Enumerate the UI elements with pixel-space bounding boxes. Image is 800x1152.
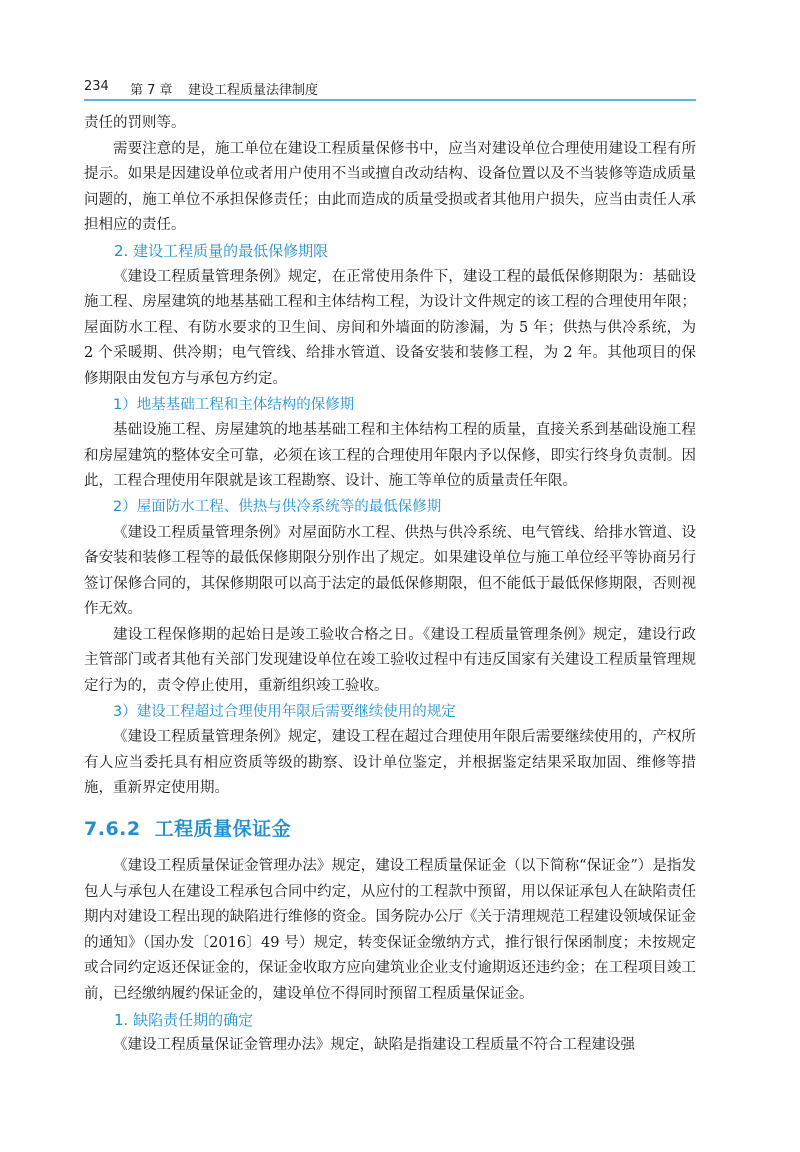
- section-number: 7.6.2: [84, 818, 141, 841]
- section-title: 工程质量保证金: [154, 818, 292, 841]
- sub-subheading: 1）地基基础工程和主体结构的保修期: [113, 396, 355, 413]
- paragraph: 需要注意的是，施工单位在建设工程质量保修书中，应当对建设单位合理使用建设工程有所提示。如果是因建设单位或者用户使用不当或擅自改动结构、设备位置以及不当装修等造成质量问题的，施工单位不承担保修责任；由此而造成的质量受损或者其他用户损失，应当由责任人承担相应的责任。: [84, 140, 696, 234]
- paragraph: 责任的罚则等。: [84, 115, 186, 131]
- section-heading: [84, 814, 696, 844]
- paragraph: 《建设工程质量保证金管理办法》规定，建设工程质量保证金（以下简称“保证金”）是指发包人与承包人在建设工程承包合同中约定，从应付的工程款中预留，用以保证承包人在缺陷责任期内对建设工程出现的缺陷进行维修的资金。国务院办公厅《关于清理规范工程建设领域保证金的通知》（国办发〔2016〕49 号）规定，转变保证金缴纳方式，推行银行保函制度；未按规定或合同约定返还保证金的，保证金收取方应向建筑业企业支付逾期返还违约金；在工程项目竣工前，已经缴纳履约保证金的，建设单位不得同时预留工程质量保证金。: [84, 858, 696, 1002]
- paragraph: 《建设工程质量保证金管理办法》规定，缺陷是指建设工程质量不符合工程建设强: [113, 1037, 635, 1054]
- paragraph: 《建设工程质量管理条例》规定，在正常使用条件下，建设工程的最低保修期限为：基础设施工程、房屋建筑的地基基础工程和主体结构工程，为设计文件规定的该工程的合理使用年限；屋面防水工程、有防水要求的卫生间、房间和外墙面的防渗漏，为 5 年；供热与供冷系统，为 2 个采暖期、供冷期；电气管线、给排水管道、设备安装和装修工程，为 2 年。其他项目的保修期限由发包方与承包方约定。: [84, 268, 696, 387]
- sub-subheading: 2）屋面防水工程、供热与供冷系统等的最低保修期: [113, 498, 442, 515]
- chapter-title: 建设工程质量法律制度: [188, 83, 319, 98]
- paragraph: 《建设工程质量管理条例》对屋面防水工程、供热与供冷系统、电气管线、给排水管道、设备安装和装修工程等的最低保修期限分别作出了规定。如果建设单位与施工单位经平等协商另行签订保修合同的，其保修期限可以高于法定的最低保修期限，但不能低于最低保修期限，否则视作无效。: [84, 524, 696, 618]
- subheading: 2. 建设工程质量的最低保修期限: [114, 241, 329, 260]
- header-rule: [84, 99, 696, 101]
- paragraph: 建设工程保修期的起始日是竣工验收合格之日。《建设工程质量管理条例》规定，建设行政主管部门或者其他有关部门发现建设单位在竣工验收过程中有违反国家有关建设工程质量管理规定行为的，责令停止使用，重新组织竣工验收。: [84, 626, 696, 695]
- page-body: [84, 111, 696, 1059]
- chapter-label: 第 7 章: [130, 83, 173, 98]
- subheading: 1. 缺陷责任期的确定: [114, 1010, 254, 1029]
- page-number: 234: [84, 79, 109, 94]
- paragraph: 基础设施工程、房屋建筑的地基基础工程和主体结构工程的质量，直接关系到基础设施工程和房屋建筑的整体安全可靠，必须在该工程的合理使用年限内予以保修，即实行终身负责制。因此，工程合理使用年限就是该工程勘察、设计、施工等单位的质量责任年限。: [84, 422, 696, 490]
- sub-subheading: 3）建设工程超过合理使用年限后需要继续使用的规定: [113, 703, 456, 720]
- paragraph: 《建设工程质量管理条例》规定，建设工程在超过合理使用年限后需要继续使用的，产权所有人应当委托具有相应资质等级的勘察、设计单位鉴定，并根据鉴定结果采取加固、维修等措施，重新界定使用期。: [84, 729, 696, 797]
- running-header: [84, 76, 696, 98]
